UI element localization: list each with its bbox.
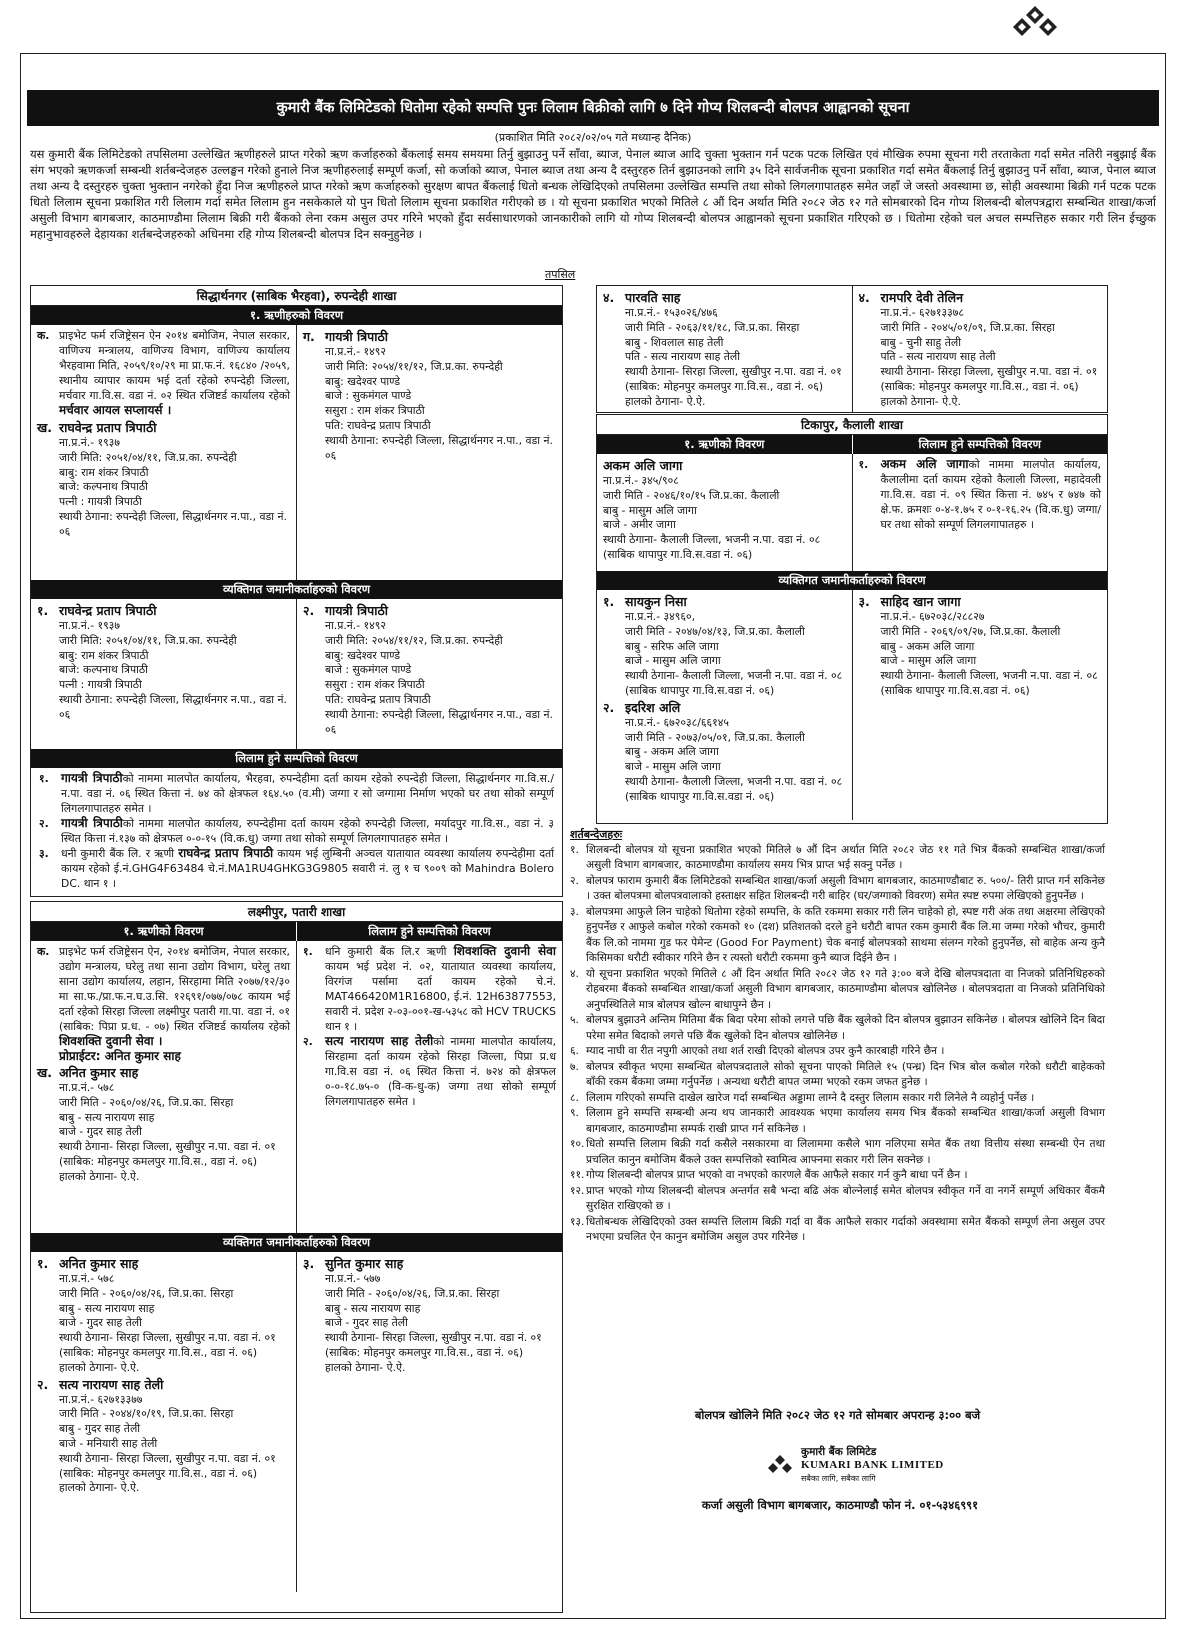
- tapasil-label: तपसिल: [545, 268, 576, 281]
- property-column: [296, 941, 562, 1233]
- property-item: २. सत्य नारायण साह तेलीको नाममा मालपोत कार्यालय, सिरहामा दर्ता कायम रहेको सिरहा जिल्ला, पिप्रा प्र.ध गा.वि.स वडा नं. ०६ स्थित कित्ता नं. ७२४ को क्षेत्रफल ०-०-१८.७५-० (वि-क-धु-क) जग्गा तथा सोको सम्पूर्ण लिगलगापातहरु समेत ।: [303, 1034, 557, 1108]
- borrower-details: ना.प्र.नं.- ५७८ जारी मिति - २०६०/०४/२६, जि.प्र.का. सिरहा बाबु - सत्य नारायण साह बाजे - गुदर साह तेली स्थायी ठेगाना- सिरहा जिल्ला, सुखीपुर न.पा. वडा नं. ०१ (साबिक: मोहनपुर कमलपुर गा.वि.स., वडा नं. ०६) हालको ठेगाना- ऐ.ऐ.: [59, 1081, 276, 1183]
- borrower-details: ना.प्र.नं.- ३४५/९०८ जारी मिति - २०४६/१०/१५ जि.प्र.का. कैलाली बाबु - मासुम अलि जागा बाजे - अमीर जागा स्थायी ठेगाना- कैलाली जिल्ला, भजनी न.पा. वडा नं. ०८ (साबिक थापापुर गा.वि.स.वडा नं. ०६): [603, 474, 821, 561]
- branch-title: लक्ष्मीपुर, पतारी शाखा: [31, 902, 562, 922]
- property-heading: लिलाम हुने सम्पत्तिको विवरण: [296, 922, 562, 941]
- guarantor-details: ना.प्र.नं.- ६२७१३३७८ जारी मिति - २०४५/०१/०९, जि.प्र.का. सिरहा बाबु - चुनी साहु तेली पति - सत्य नारायण साह तेली स्थायी ठेगाना- सिरहा जिल्ला, सुखीपुर न.पा. वडा नं. ०१ (साबिक: मोहनपुर कमलपुर गा.वि.स., वडा नं. ०६) हालको ठेगाना- ऐ.ऐ.: [880, 306, 1098, 408]
- guarantor-column: ३. सुनित कुमार साह ना.प्र.नं.- ५७७ जारी मिति - २०६०/०४/२६, जि.प्र.का. सिरहा बाबु - सत्य नारायण साह बाजे - गुदर साह तेली स्थायी ठेगाना- सिरहा जिल्ला, सुखीपुर न.पा. वडा नं. ०१ (साबिक: मोहनपुर कमलपुर गा.वि.स., वडा नं. ०६) हालको ठेगाना- ऐ.ऐ.: [296, 1252, 562, 1592]
- borrower-ga-details: ना.प्र.नं.- १४९२ जारी मिति: २०५४/११/१२, जि.प्र.का. रुपन्देही बाबु: खदेश्वर पाण्डे बाजे : सुकमंगल पाण्डे ससुरा : राम शंकर त्रिपाठी पति: राघवेन्द्र प्रताप त्रिपाठी स्थायी ठेगाना: रुपन्देही जिल्ला, सिद्धार्थनगर न.पा., वडा नं. ०६: [325, 345, 553, 462]
- guarantor-name: रामपरि देवी तेलिन: [880, 290, 964, 305]
- borrower-column: [296, 325, 562, 580]
- guarantor-details: ना.प्र.नं.- ६७२०३८/६६१४५ जारी मिति - २०७३/०५/०१, जि.प्र.का. कैलाली बाबु - अकम अलि जागा बाजे - मासुम अलि जागा स्थायी ठेगाना- कैलाली जिल्ला, भजनी न.पा. वडा नं. ०८ (साबिक थापापुर गा.वि.स.वडा नं. ०६): [625, 715, 843, 803]
- bank-logo: [765, 1446, 944, 1485]
- guarantor-name: सुनित कुमार साह: [325, 1256, 404, 1271]
- guarantor-name: अनित कुमार साह: [59, 1256, 139, 1271]
- guarantor-name: साहिद खान जागा: [880, 594, 961, 609]
- property-column: [852, 454, 1108, 571]
- branch-title: सिद्धार्थनगर (साबिक भैरहवा), रुपन्देही शाखा: [31, 286, 562, 306]
- borrower-heading: १. ऋणीको विवरण: [597, 435, 852, 454]
- tikapur-branch-section: [596, 414, 1108, 824]
- branch-title: टिकापुर, कैलाली शाखा: [597, 415, 1107, 435]
- guarantor-details: ना.प्र.नं.- ५७७ जारी मिति - २०६०/०४/२६, जि.प्र.का. सिरहा बाबु - सत्य नारायण साह बाजे - गुदर साह तेली स्थायी ठेगाना- सिरहा जिल्ला, सुखीपुर न.पा. वडा नं. ०१ (साबिक: मोहनपुर कमलपुर गा.वि.स., वडा नं. ०६) हालको ठेगाना- ऐ.ऐ.: [325, 1272, 542, 1374]
- term-item: ४. यो सूचना प्रकाशित भएको मितिले ८ औं दिन अर्थात मिति २०८२ जेठ १२ गते ३:०० बजे देखि बोलपत्रदाता वा निजको प्रतिनिधिहरुको रोहबरमा बैंकको सम्बन्धित शाखा/कर्जा असुली विभाग बागबजार, काठमाण्डौमा बोलपत्र खोलिनेछ । बोलपत्रदाता वा निजको प्रतिनिधिको अनुपस्थितिले मात्र बोलपत्र खोल्न बाधापुग्ने छैन ।: [570, 967, 1105, 1011]
- borrowers-heading: १. ऋणीहरुको विवरण: [31, 306, 562, 325]
- guarantor-details: ना.प्र.नं.- १४९२ जारी मिति: २०५४/११/१२, जि.प्र.का. रुपन्देही बाबु: खदेश्वर पाण्डे बाजे : सुकमंगल पाण्डे ससुरा : राम शंकर त्रिपाठी पति: राघवेन्द्र प्रताप त्रिपाठी स्थायी ठेगाना: रुपन्देही जिल्ला, सिद्धार्थनगर न.पा., वडा नं. ०६: [325, 619, 553, 736]
- borrower-heading: १. ऋणीको विवरण: [31, 922, 296, 941]
- terms-section: [570, 827, 1105, 1246]
- notice-title: कुमारी बैंक लिमिटेडको धितोमा रहेको सम्पत्ति पुनः लिलाम बिक्रीको लागि ७ दिने गोप्य शिलबन्दी बोलपत्र आह्वानको सूचना: [27, 90, 1159, 126]
- borrower-kha: ख. राघवेन्द्र प्रताप त्रिपाठी: [37, 420, 157, 435]
- lakshmipur-branch-section: [30, 901, 563, 1613]
- borrower-column: क. प्राइभेट फर्म रजिष्ट्रेसन ऐन, २०१४ बमोजिम, नेपाल सरकार, उद्योग मन्त्रालय, घरेलु तथा साना उद्योग विभाग, घरेलु तथा साना उद्योग कार्यालय, लहान, सिरहामा मिति २०७७/१२/३० मा सा.फ./प्रा.फ.न.घ.उ.सि. १२६९१/०७७/०७८ कायम भई दर्ता रहेको सिरहा जिल्ला लक्ष्मीपुर पतारी गा.पा. वडा नं. ०१ (साबिक: पिप्रा प्र.ध. - ०७) स्थित रजिष्टर्ड कार्यालय रहेको शिवशक्ति दुवानी सेवा । प्रोप्राईटर: अनित कुमार साह ख. अनित कुमार साह ना.प्र.नं.- ५७८ जारी मिति - २०६०/०४/२६, जि.प्र.का. सिरहा बाबु - सत्य नारायण साह बाजे - गुदर साह तेली स्थायी ठेगाना- सिरहा जिल्ला, सुखीपुर न.पा. वडा नं. ०१ (साबिक: मोहनपुर कमलपुर गा.वि.स., वडा नं. ०६) हालको ठेगाना- ऐ.ऐ.: [37, 945, 290, 1183]
- guarantor-details: ना.प्र.नं.- ३४९६०, जारी मिति - २०४७/०४/१३, जि.प्र.का. कैलाली बाबु - सरिफ अलि जागा बाजे - मासुम अलि जागा स्थायी ठेगाना- कैलाली जिल्ला, भजनी न.पा. वडा नं. ०८ (साबिक थापापुर गा.वि.स.वडा नं. ०६): [625, 610, 843, 697]
- term-item: ७. बोलपत्र स्वीकृत भएमा सम्बन्धित बोलपत्रदाताले सोको सूचना पाएको मितिले १५ (पन्ध्र) दिन भित्र बोल कबोल गरेको धरौटी बाहेकको बाँकी रकम बैंकमा जम्मा गर्नुपर्नेछ । अन्यथा धरौटी बापत जम्मा भएको रकम जफत हुनेछ ।: [570, 1060, 1105, 1088]
- property-heading: लिलाम हुने सम्पत्तिको विवरण: [31, 749, 562, 768]
- guarantors-heading: व्यक्तिगत जमानीकर्ताहरुको विवरण: [597, 571, 1107, 590]
- guarantor-column: १. अनित कुमार साह ना.प्र.नं.- ५७८ जारी मिति - २०६०/०४/२६, जि.प्र.का. सिरहा बाबु - सत्य नारायण साह बाजे - गुदर साह तेली स्थायी ठेगाना- सिरहा जिल्ला, सुखीपुर न.पा. वडा नं. ०१ (साबिक: मोहनपुर कमलपुर गा.वि.स., वडा नं. ०६) हालको ठेगाना- ऐ.ऐ. २. सत्य नारायण साह तेली ना.प्र.नं.- ६२७१३३७७ जारी मिति - २०४४/१०/१९, जि.प्र.का. सिरहा बाबु - गुदर साह तेली बाजे - मनियारी साह तेली स्थायी ठेगाना- सिरहा जिल्ला, सुखीपुर न.पा. वडा नं. ०१ (साबिक: मोहनपुर कमलपुर गा.वि.स., वडा नं. ०६) हालको ठेगाना- ऐ.ऐ.: [31, 1252, 296, 1592]
- term-item: ५. बोलपत्र बुझाउने अन्तिम मितिमा बैंक बिदा परेमा सोको लगत्ते पछि बैंक खुलेको दिन बोलपत्र बुझाउन सकिनेछ । बोलपत्र खोलिने दिन बिदा परेमा समेत बिदाको लगत्ते पछि बैंक खुलेको दिन बोलपत्र खोलिनेछ ।: [570, 1014, 1105, 1042]
- term-item: १२. प्राप्त भएको गोप्य शिलबन्दी बोलपत्र अन्तर्गत सबै भन्दा बढि अंक बोल्नेलाई समेत बोलपत्र स्वीकृत गर्ने वा नगर्ने सम्पूर्ण अधिकार बैंकमै सुरक्षित राखिएको छ ।: [570, 1184, 1105, 1212]
- siddharthanagar-branch-section: [30, 285, 563, 897]
- guarantor-name: राघवेन्द्र प्रताप त्रिपाठी: [59, 603, 157, 618]
- borrower-name: अकम अलि जागा: [603, 458, 683, 473]
- publish-date: (प्रकाशित मिति २०८२/०२/०५ गते मध्यान्ह दैनिक): [494, 131, 692, 144]
- borrower-firm: क. प्राइभेट फर्म रजिष्ट्रेसन ऐन २०१४ बमोजिम, नेपाल सरकार, वाणिज्य मन्त्रालय, वाणिज्य विभाग, वाणिज्य कार्यालय भैरहवामा मिति, २०५९/१०/२९ मा प्रा.फ.नं. १६८४० /२०५९, स्थानीय व्यापार कायम भई दर्ता रहेको रुपन्देही जिल्ला, मर्चवार गा.वि.स. वडा नं. ०२ स्थित रजिष्टर्ड कार्यालय रहेको मर्चवार आयल सप्लायर्स ।: [37, 329, 290, 417]
- bank-tagline: सबैका लागि, सबैका लागि: [801, 1474, 876, 1483]
- term-item: २. बोलपत्र फाराम कुमारी बैंक लिमिटेडको सम्बन्धित शाखा/कर्जा असुली विभाग बागबजार, काठमाण्डौबाट रु. ५००/- तिरी प्राप्त गर्न सकिनेछ । उक्त बोलपत्रमा बोलपत्रवालाको हस्ताक्षर सहित शिलबन्दी गरी बाहिर (घर/जग्गाको विवरण) समेत स्पष्ट रुपमा लेखिएको हुनुपर्नेछ ।: [570, 874, 1105, 902]
- bank-name-nepali: कुमारी बैंक लिमिटेड: [801, 1446, 877, 1458]
- kumari-logo-icon: [765, 1454, 795, 1478]
- borrower-name: अनित कुमार साह: [59, 1065, 139, 1080]
- property-list: [31, 768, 562, 894]
- guarantor-name: इदरिश अलि: [625, 699, 681, 715]
- guarantor-column: ३. साहिद खान जागा ना.प्र.नं.- ६७२०३८/२८८२७ जारी मिति - २०६९/०९/२७, जि.प्र.का. कैलाली बाबु - अकम अलि जागा बाजे - मासुम अलि जागा स्थायी ठेगाना- कैलाली जिल्ला, भजनी न.पा. वडा नं. ०८ (साबिक थापापुर गा.वि.स.वडा नं. ०६): [852, 590, 1108, 820]
- guarantor-column: १. सायकुन निसा ना.प्र.नं.- ३४९६०, जारी मिति - २०४७/०४/१३, जि.प्र.का. कैलाली बाबु - सरिफ अलि जागा बाजे - मासुम अलि जागा स्थायी ठेगाना- कैलाली जिल्ला, भजनी न.पा. वडा नं. ०८ (साबिक थापापुर गा.वि.स.वडा नं. ०६) २. इदरिश अलि ना.प्र.नं.- ६७२०३८/६६१४५ जारी मिति - २०७३/०५/०१, जि.प्र.का. कैलाली बाबु - अकम अलि जागा बाजे - मासुम अलि जागा स्थायी ठेगाना- कैलाली जिल्ला, भजनी न.पा. वडा नं. ०८ (साबिक थापापुर गा.वि.स.वडा नं. ०६): [597, 590, 852, 820]
- term-item: १. शिलबन्दी बोलपत्र यो सूचना प्रकाशित भएको मितिले ७ औं दिन अर्थात मिति २०८२ जेठ ११ गते भित्र बैंकको सम्बन्धित शाखा/कर्जा असुली विभाग बागबजार, काठमाण्डौमा कार्यालय समय भित्र प्राप्त भई सक्नु पर्नेछ ।: [570, 843, 1105, 871]
- terms-heading: शर्तबन्देजहरुः: [570, 828, 623, 841]
- guarantor-details: ना.प्र.नं.- ६२७१३३७७ जारी मिति - २०४४/१०/१९, जि.प्र.का. सिरहा बाबु - गुदर साह तेली बाजे - मनियारी साह तेली स्थायी ठेगाना- सिरहा जिल्ला, सुखीपुर न.पा. वडा नं. ०१ (साबिक: मोहनपुर कमलपुर गा.वि.स., वडा नं. ०६) हालको ठेगाना- ऐ.ऐ.: [59, 1392, 276, 1495]
- term-item: ३. बोलपत्रमा आफुले लिन चाहेको धितोमा रहेको सम्पत्ति, के कति रकममा सकार गरी लिन चाहेको हो, स्पष्ट गरी अंक तथा अक्षरमा लेखिएको हुनुपर्नेछ र आफुले कबोल गरेको रकमको १० (दश) प्रतिशतको दरले हुने धरौटी बापत रकम कुमारी बैंक लि.मा जम्मा गरेको भौचर, कुमारी बैंक लि.को नाममा गुड फर पेमेन्ट (Good For Payment) चेक बनाई बोलपत्रको साथमा संलग्न गरेको हुनुपर्नेछ, सो बाहेक अन्य कुनै किसिमका धरौटी स्वीकार गरिने छैन र त्यस्तो धरौटी रकममा कुनै ब्याज दिईने छैन ।: [570, 905, 1105, 964]
- guarantor-column: ४. रामपरि देवी तेलिन ना.प्र.नं.- ६२७१३३७८ जारी मिति - २०४५/०१/०९, जि.प्र.का. सिरहा बाबु - चुनी साहु तेली पति - सत्य नारायण साह तेली स्थायी ठेगाना- सिरहा जिल्ला, सुखीपुर न.पा. वडा नं. ०१ (साबिक: मोहनपुर कमलपुर गा.वि.स., वडा नं. ०६) हालको ठेगाना- ऐ.ऐ.: [852, 286, 1108, 412]
- property-item: १. धनि कुमारी बैंक लि.र ऋणी शिवशक्ति दुवानी सेवा कायम भई प्रदेश नं. ०२, यातायात व्यवस्था कार्यालय, विरगंज पर्सामा दर्ता कायम रहेको चे.नं. MAT466420M1R16800, ई.नं. 12H63877553, सवारी नं. प्रदेश २-०३-००१-ख-५३५८ को HCV TRUCKS थान १ ।: [303, 944, 556, 1033]
- guarantor-name: गायत्री त्रिपाठी: [325, 603, 388, 618]
- property-item: ३. धनी कुमारी बैंक लि. र ऋणी राघवेन्द्र प्रताप त्रिपाठी कायम भई लुम्बिनी अञ्चल यातायात व्यवस्था कार्यालय रुपन्देहीमा दर्ता कायम रहेको ई.नं.GHG4F63484 चे.नं.MA1RU4GHKG3G9805 सवारी नं. लु १ च ९००९ को Mahindra Bolero DC. थान १ ।: [39, 846, 554, 890]
- property-item: १. गायत्री त्रिपाठीको नाममा मालपोत कार्यालय, भैरहवा, रुपन्देहीमा दर्ता कायम रहेको रुपन्देही जिल्ला, सिद्धार्थनगर गा.वि.स./न.पा. वडा नं. ०६ स्थित कित्ता नं. ७४ को क्षेत्रफल १६४.५० (व.मी) जग्गा र सो जग्गामा निर्माण भएको घर तथा सोको सम्पूर्ण लिगलगापातहरु समेत ।: [39, 771, 554, 815]
- property-heading: लिलाम हुने सम्पत्तिको विवरण: [852, 435, 1108, 454]
- guarantor-details: ना.प्र.नं.- ५७८ जारी मिति - २०६०/०४/२६, जि.प्र.का. सिरहा बाबु - सत्य नारायण साह बाजे - गुदर साह तेली स्थायी ठेगाना- सिरहा जिल्ला, सुखीपुर न.पा. वडा नं. ०१ (साबिक: मोहनपुर कमलपुर गा.वि.स., वडा नं. ०६) हालको ठेगाना- ऐ.ऐ.: [59, 1272, 276, 1374]
- borrower-column: [31, 325, 296, 580]
- term-item: ११. गोप्य शिलबन्दी बोलपत्र प्राप्त भएको वा नभएको कारणले बैंक आफैले सकार गर्न कुनै बाधा पर्ने छैन ।: [570, 1169, 968, 1181]
- guarantor-details: ना.प्र.नं.- १९३७ जारी मिति: २०५१/०४/११, जि.प्र.का. रुपन्देही बाबु: राम शंकर त्रिपाठी बाजे: कल्पनाथ त्रिपाठी पत्नी : गायत्री त्रिपाठी स्थायी ठेगाना: रुपन्देही जिल्ला, सिद्धार्थनगर न.पा., वडा नं. ०६: [59, 619, 287, 721]
- guarantor-column: ४. पारवति साह ना.प्र.नं.- १५३०२६/४७६ जारी मिति - २०६३/११/१८, जि.प्र.का. सिरहा बाबु - शिवलाल साह तेली पति - सत्य नारायण साह तेली स्थायी ठेगाना- सिरहा जिल्ला, सुखीपुर न.पा. वडा नं. ०१ (साबिक: मोहनपुर कमलपुर गा.वि.स., वडा नं. ०६) हालको ठेगाना- ऐ.ऐ.: [597, 286, 852, 412]
- borrower-kha-details: ना.प्र.नं.- १९३७ जारी मिति: २०५१/०४/११, जि.प्र.का. रुपन्देही बाबु: राम शंकर त्रिपाठी बाजे: कल्पनाथ त्रिपाठी पत्नी : गायत्री त्रिपाठी स्थायी ठेगाना: रुपन्देही जिल्ला, सिद्धार्थनगर न.पा., वडा नं. ०६: [59, 436, 287, 538]
- guarantor-details: ना.प्र.नं.- १५३०२६/४७६ जारी मिति - २०६३/११/१८, जि.प्र.का. सिरहा बाबु - शिवलाल साह तेली पति - सत्य नारायण साह तेली स्थायी ठेगाना- सिरहा जिल्ला, सुखीपुर न.पा. वडा नं. ०१ (साबिक: मोहनपुर कमलपुर गा.वि.स., वडा नं. ०६) हालको ठेगाना- ऐ.ऐ.: [625, 306, 842, 408]
- kumari-diamond-logo-icon: [1000, 4, 1070, 54]
- borrower-name: राघवेन्द्र प्रताप त्रिपाठी: [59, 420, 157, 435]
- term-item: १०. धितो सम्पत्ति लिलाम बिक्री गर्दा कसैले नसकारमा वा लिलाममा कसैले भाग नलिएमा समेत बैंक तथा वित्तीय संस्था सम्बन्धी ऐन तथा प्रचलित कानुन बमोजिम बैंकले उक्त सम्पत्तिको स्वामित्व आफ्नमा सकार गरी लिन सक्नेछ ।: [570, 1138, 1105, 1166]
- term-item: ६. म्याद नाघी वा रीत नपुगी आएको तथा शर्त राखी दिएको बोलपत्र उपर कुनै कारबाही गरिने छैन ।: [570, 1045, 945, 1057]
- property-item: २. गायत्री त्रिपाठीको नाममा मालपोत कार्यालय, रुपन्देहीमा दर्ता कायम रहेको रुपन्देही जिल्ला, मर्यादपुर गा.वि.स., वडा नं. ३ स्थित कित्ता नं.१३७ को क्षेत्रफल ०-०-१५ (वि.क.धु) जग्गा तथा सोको सम्पूर्ण लिगलगापातहरु समेत ।: [39, 816, 554, 845]
- property-item: १. अकम अलि जागाको नाममा मालपोत कार्यालय, कैलालीमा दर्ता कायम रहेको कैलाली जिल्ला, महादेवली गा.वि.स. वडा नं. ०९ स्थित कित्ता नं. ७४५ र ७४७ को क्षे.फ. क्रमशः ०-४-१.७५ र ०-१-१६.२५ (वि.क.धु) जग्गा/घर तथा सोको सम्पूर्ण लिगलगापातहरु ।: [858, 457, 1101, 531]
- borrower-column: [597, 454, 852, 571]
- guarantor-name: सायकुन निसा: [625, 594, 687, 609]
- term-item: ८. लिलाम गरिएको सम्पत्ति दाखेल खारेज गर्दा सम्बन्धित अड्डामा लाग्ने दै दस्तुर लिलाम सकार गरी लिनेले नै व्यहोर्नु पर्नेछ ।: [570, 1091, 1035, 1104]
- bank-name-english: KUMARI BANK LIMITED: [801, 1459, 944, 1471]
- term-item: १३. धितोबन्धक लेखिदिएको उक्त सम्पत्ति लिलाम बिक्री गर्दा वा बैंक आफैले सकार गर्दाको अवस्थामा समेत बैंकको सम्पूर्ण लेना असुल उपर नभएमा प्रचलित ऐन कानुन बमोजिम असुल उपर गरिनेछ ।: [570, 1215, 1105, 1243]
- guarantor-column: १. राघवेन्द्र प्रताप त्रिपाठी ना.प्र.नं.- १९३७ जारी मिति: २०५१/०४/११, जि.प्र.का. रुपन्देही बाबु: राम शंकर त्रिपाठी बाजे: कल्पनाथ त्रिपाठी पत्नी : गायत्री त्रिपाठी स्थायी ठेगाना: रुपन्देही जिल्ला, सिद्धार्थनगर न.पा., वडा नं. ०६: [31, 599, 296, 749]
- borrower-ga: ग. गायत्री त्रिपाठी: [303, 329, 388, 344]
- term-item: ९. लिलाम हुने सम्पत्ति सम्बन्धी अन्य थप जानकारी आवश्यक भएमा कार्यालय समय भित्र बैंकको सम्बन्धित शाखा/कर्जा असुली विभाग बागबजार, काठमाण्डौमा सम्पर्क राखी प्राप्त गर्न सकिनेछ ।: [570, 1107, 1105, 1135]
- contact-footer: कर्जा असुली विभाग बागबजार, काठमाण्डौ फोन नं. ०१-५३४६९९१: [701, 1498, 979, 1512]
- guarantor-name: सत्य नारायण साह तेली: [59, 1376, 164, 1392]
- guarantor-column: २. गायत्री त्रिपाठी ना.प्र.नं.- १४९२ जारी मिति: २०५४/११/१२, जि.प्र.का. रुपन्देही बाबु: खदेश्वर पाण्डे बाजे : सुकमंगल पाण्डे ससुरा : राम शंकर त्रिपाठी पति: राघवेन्द्र प्रताप त्रिपाठी स्थायी ठेगाना: रुपन्देही जिल्ला, सिद्धार्थनगर न.पा., वडा नं. ०६: [296, 599, 562, 749]
- intro-paragraph: यस कुमारी बैंक लिमिटेडको तपसिलमा उल्लेखित ऋणीहरुले प्राप्त गरेको ऋण कर्जाहरुको बैंकलाई समय समयमा तिर्नु बुझाउनु पर्ने साँवा, ब्याज, पेनाल ब्याज आदि चुक्ता भुक्तान गर्न पटक पटक लिखित एवं मौखिक रुपमा सूचना गरी तरताकेता गर्दा समेत नतिरी नबुझाई बैंक संग भएको ऋणकर्जा सम्बन्धी शर्तबन्देजहरु उल्लङ्घन गरेको हुनाले निज ऋणीहरुलाई सम्पूर्ण कर्जा, सो कर्जाको ब्याज, पेनाल ब्याज तथा अन्य दै दस्तुरहरु तिर्न बुझाउनको लागि ३५ दिने सार्वजनीक सूचना प्रकाशित गर्दा समेत बैंकलाई तिर्नु बुझाउनु पर्ने साँवा, ब्याज, पेनाल ब्याज तथा अन्य दै दस्तुरहरु चुक्ता भुक्तान नगरेको हुँदा निज ऋणीहरुले प्राप्त गरेको ऋण कर्जाहरुको सुरक्षण बापत बैंकलाई धितो बन्धक लेखिदिएको तपसिलमा उल्लेखित सम्पत्ति तथा सोको लिगलगापातहरु समेत जहाँ जे जस्तो अवस्थामा छ, सोही अवस्थामा बिक्री गर्न पटक पटक धितो लिलाम सूचना प्रकाशित गरी लिलाम गर्दा समेत लिलाम हुन नसकेकाले यो पुन धितो लिलाम सूचना प्रकाशित गरीएको छ । यो सूचना प्रकाशित भएको मितिले ८ औं दिन अर्थात मिति २०८२ जेठ १२ गते सोमबारको दिन गोप्य शिलबन्दी बोलपत्रद्वारा सम्बन्धित शाखा/कर्जा असुली विभाग बागबजार, काठमाण्डौमा लिलाम बिक्री गरी बैंकको लेना रकम असुल उपर गरिने भएको हुँदा सर्वसाधारणको जानकारीको लागि यो गोप्य शिलबन्दी बोलपत्र आह्वानको सूचना प्रकाशित गरिएको छ । धितोमा रहेको चल अचल सम्पत्तिहरु सकार गरी लिन ईच्छुक महानुभावहरुले देहायका शर्तबन्देजहरुको अधिनमा रहि गोप्य शिलबन्दी बोलपत्र दिन सक्नुहुनेछ ।: [30, 147, 1156, 241]
- bid-opening-date: बोलपत्र खोलिने मिति २०८२ जेठ १२ गते सोमबार अपरान्ह ३:०० बजे: [694, 1408, 981, 1422]
- guarantors-heading: व्यक्तिगत जमानीकर्ताहरुको विवरण: [31, 1233, 562, 1252]
- guarantor-name: पारवति साह: [625, 290, 681, 305]
- borrower-firm: क. प्राइभेट फर्म रजिष्ट्रेसन ऐन, २०१४ बमोजिम, नेपाल सरकार, उद्योग मन्त्रालय, घरेलु तथा साना उद्योग विभाग, घरेलु तथा साना उद्योग कार्यालय, लहान, सिरहामा मिति २०७७/१२/३० मा सा.फ./प्रा.फ.न.घ.उ.सि. १२६९१/०७७/०७८ कायम भई दर्ता रहेको सिरहा जिल्ला लक्ष्मीपुर पतारी गा.पा. वडा नं. ०१ (साबिक: पिप्रा प्र.ध. - ०७) स्थित रजिष्टर्ड कार्यालय रहेको शिवशक्ति दुवानी सेवा । प्रोप्राईटर: अनित कुमार साह: [37, 945, 290, 1063]
- borrower-name: गायत्री त्रिपाठी: [325, 329, 388, 344]
- guarantor-details: ना.प्र.नं.- ६७२०३८/२८८२७ जारी मिति - २०६९/०९/२७, जि.प्र.का. कैलाली बाबु - अकम अलि जागा बाजे - मासुम अलि जागा स्थायी ठेगाना- कैलाली जिल्ला, भजनी न.पा. वडा नं. ०८ (साबिक थापापुर गा.वि.स.वडा नं. ०६): [880, 610, 1098, 697]
- guarantors-heading: व्यक्तिगत जमानीकर्ताहरुको विवरण: [31, 580, 562, 599]
- continued-guarantors-section: [596, 285, 1108, 413]
